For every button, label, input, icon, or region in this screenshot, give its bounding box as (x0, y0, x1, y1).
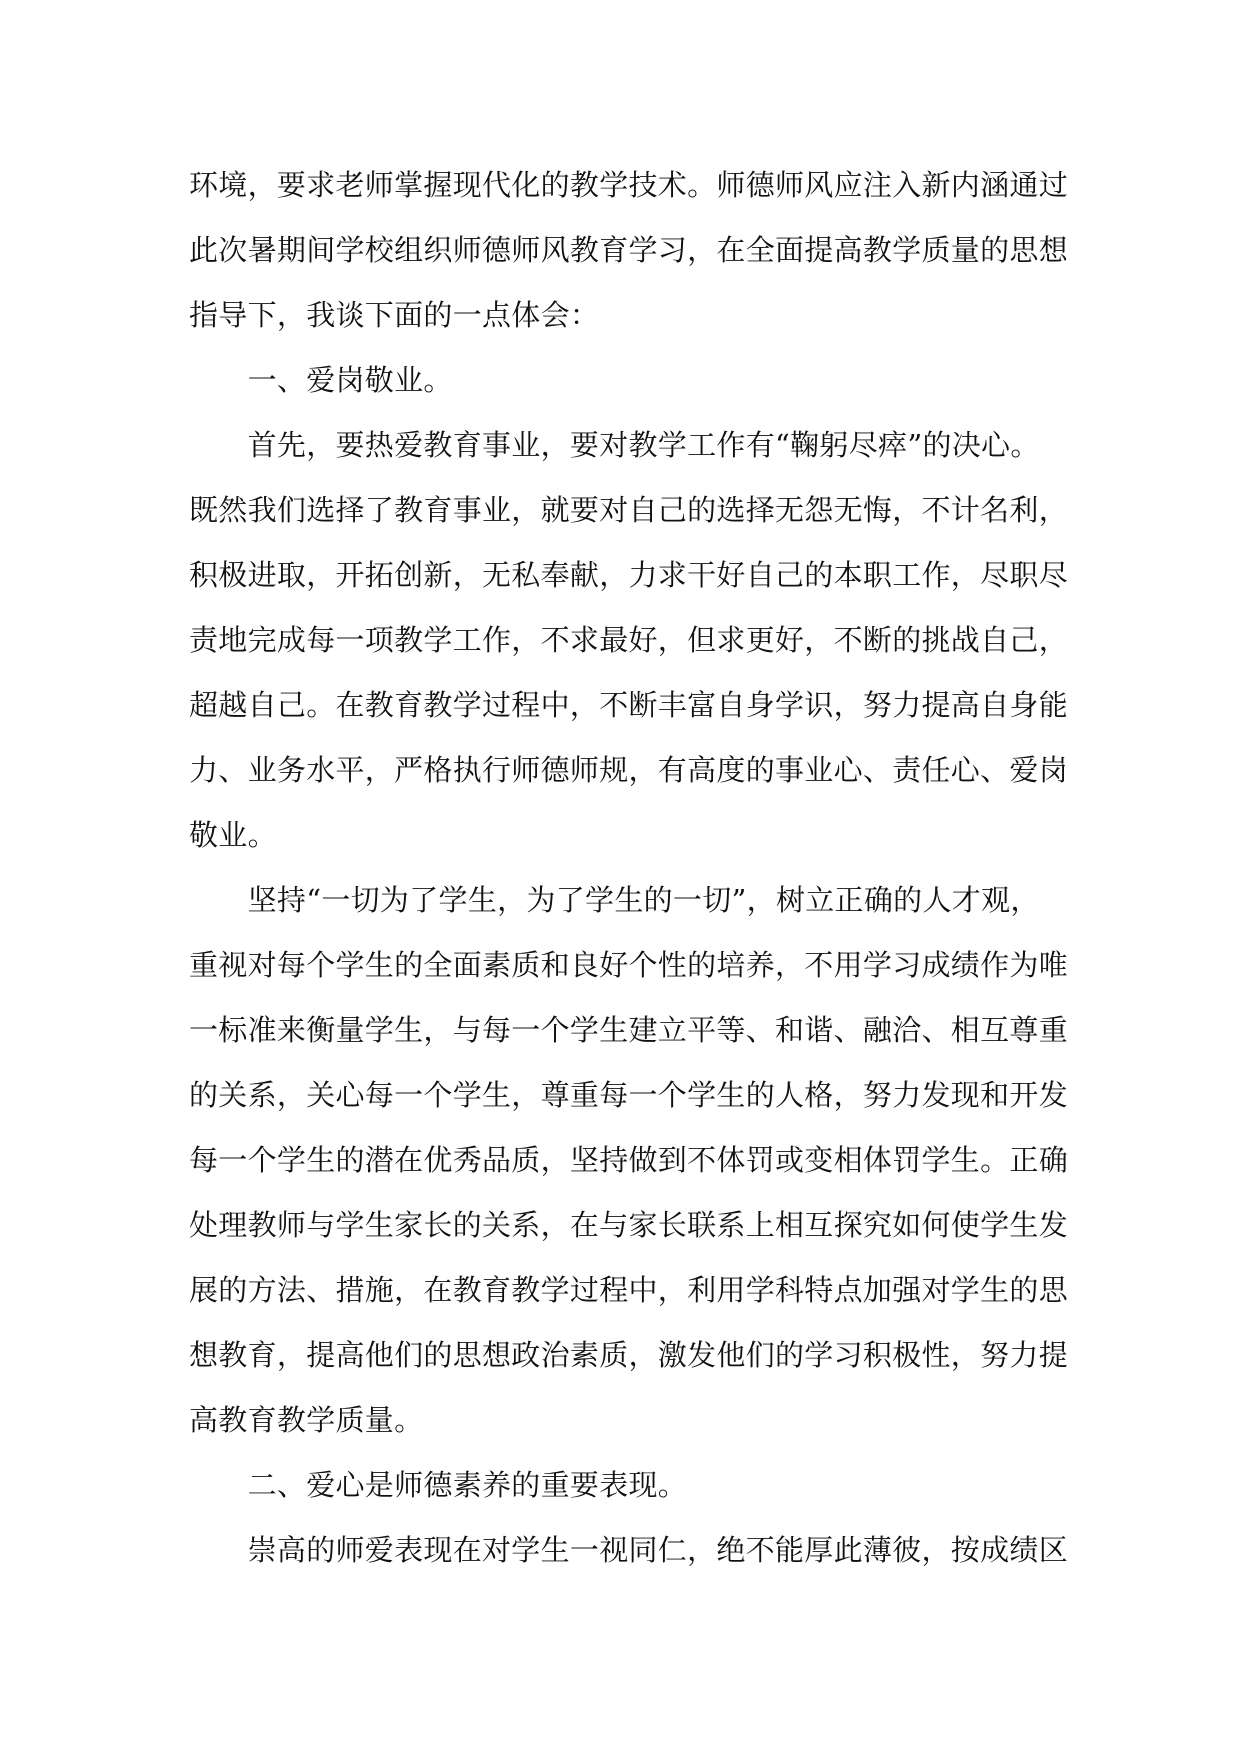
text-line: 的关系，关心每一个学生，尊重每一个学生的人格，努力发现和开发 (189, 1078, 1069, 1112)
text-line: 指导下，我谈下面的一点体会： (189, 298, 600, 332)
text-line: 超越自己。在教育教学过程中，不断丰富自身学识，努力提高自身能 (189, 688, 1069, 722)
text-line: 环境，要求老师掌握现代化的教学技术。师德师风应注入新内涵通过 (189, 168, 1069, 202)
text-line: 敬业。 (189, 818, 277, 852)
text-line: 崇高的师爱表现在对学生一视同仁，绝不能厚此薄彼，按成绩区 (189, 1533, 1069, 1567)
text-line: 重视对每个学生的全面素质和良好个性的培养，不用学习成绩作为唯 (189, 948, 1069, 982)
text-line: 力、业务水平，严格执行师德师规，有高度的事业心、责任心、爱岗 (189, 753, 1069, 787)
text-line: 高教育教学质量。 (189, 1403, 424, 1437)
text-line: 责地完成每一项教学工作，不求最好，但求更好，不断的挑战自己， (189, 623, 1069, 657)
text-line: 展的方法、措施，在教育教学过程中，利用学科特点加强对学生的思 (189, 1273, 1069, 1307)
text-line: 坚持“一切为了学生，为了学生的一切”，树立正确的人才观， (189, 883, 1040, 917)
text-line: 每一个学生的潜在优秀品质，坚持做到不体罚或变相体罚学生。正确 (189, 1143, 1069, 1177)
text-line: 一标准来衡量学生，与每一个学生建立平等、和谐、融洽、相互尊重 (189, 1013, 1069, 1047)
text-line: 此次暑期间学校组织师德师风教育学习，在全面提高教学质量的思想 (189, 233, 1069, 267)
text-line: 积极进取，开拓创新，无私奉献，力求干好自己的本职工作，尽职尽 (189, 558, 1069, 592)
text-line: 首先，要热爱教育事业，要对教学工作有“鞠躬尽瘁”的决心。 (189, 428, 1040, 462)
section-heading: 一、爱岗敬业。 (189, 363, 453, 397)
text-line: 处理教师与学生家长的关系，在与家长联系上相互探究如何使学生发 (189, 1208, 1069, 1242)
text-line: 想教育，提高他们的思想政治素质，激发他们的学习积极性，努力提 (189, 1338, 1069, 1372)
section-heading: 二、爱心是师德素养的重要表现。 (189, 1468, 688, 1502)
text-line: 既然我们选择了教育事业，就要对自己的选择无怨无悔，不计名利， (189, 493, 1069, 527)
